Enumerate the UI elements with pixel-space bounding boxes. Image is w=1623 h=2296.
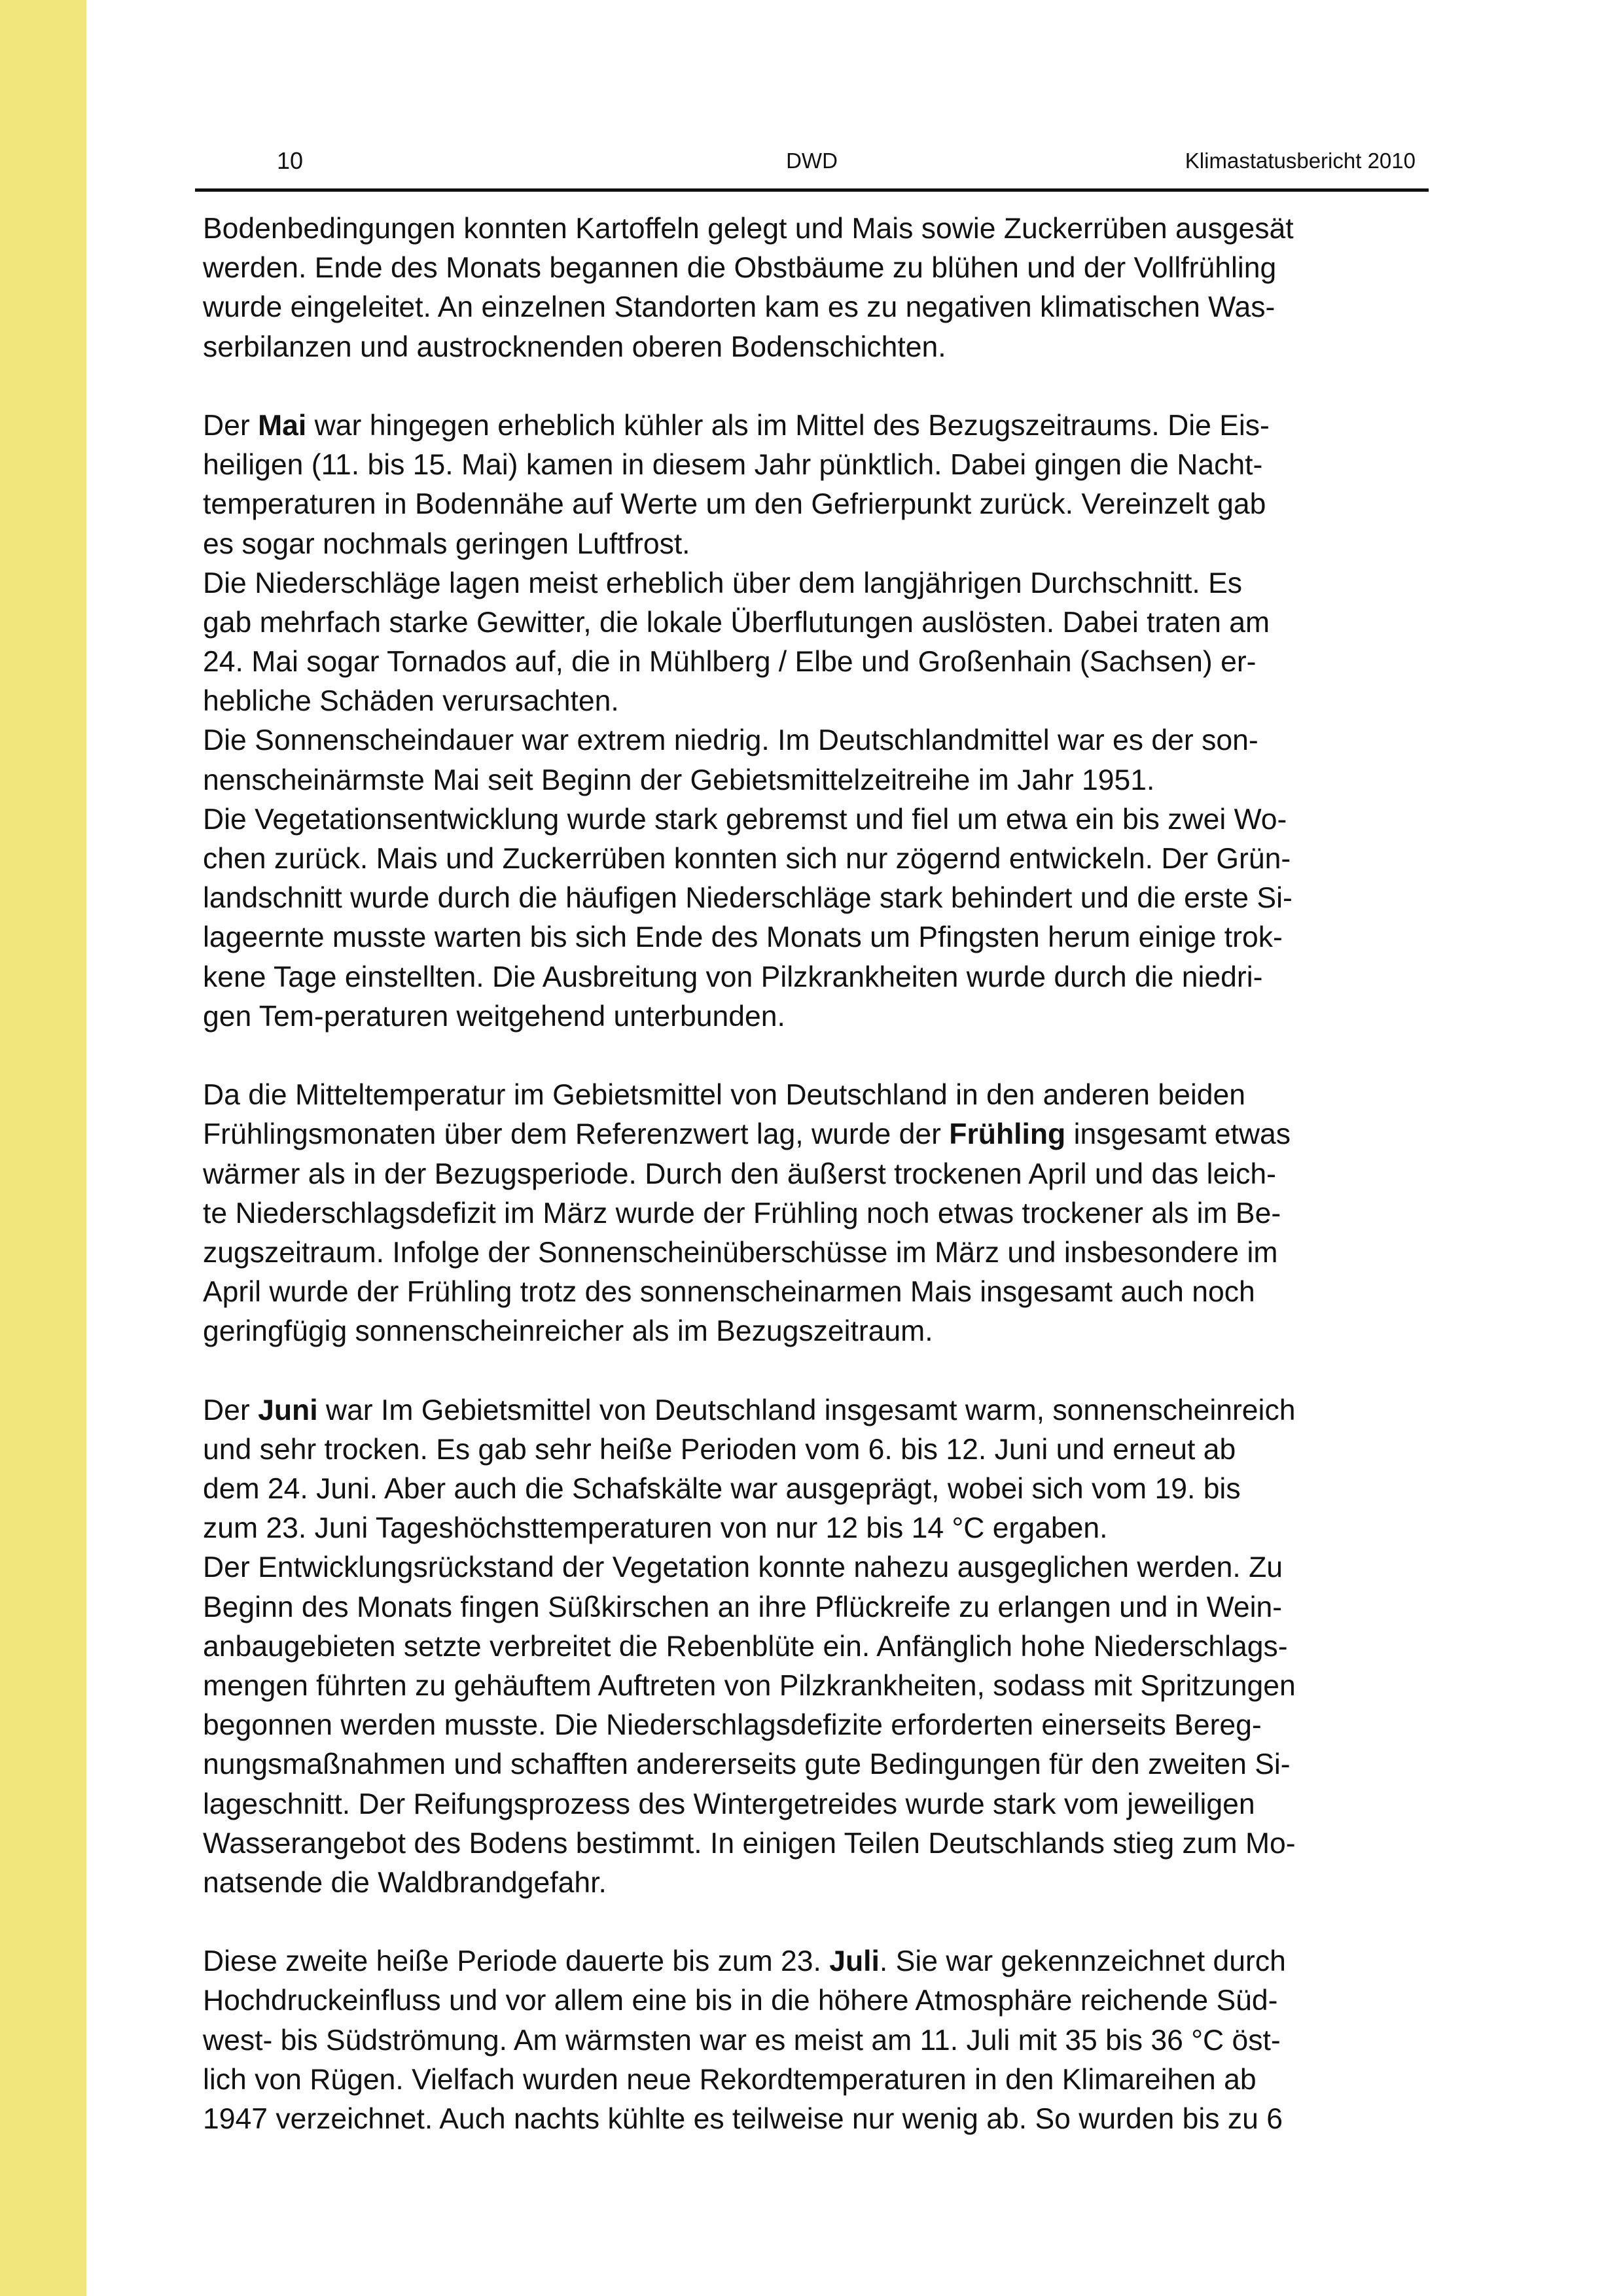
text-line: gen Tem-peraturen weitgehend unterbunden.	[203, 1000, 785, 1033]
text-line: geringfügig sonnenscheinreicher als im Bezugszeitraum.	[203, 1315, 933, 1348]
text-line: 24. Mai sogar Tornados auf, die in Mühlberg / Elbe und Großenhain (Sachsen) er-	[203, 646, 1257, 679]
text-line: Die Niederschläge lagen meist erheblich über dem langjährigen Durchschnitt. Es	[203, 567, 1243, 599]
text-line: gab mehrfach starke Gewitter, die lokale Überflutungen auslösten. Dabei traten am	[203, 606, 1270, 639]
paragraph-april-end	[203, 209, 1443, 367]
text-line: nungsmaßnahmen und schafften andererseits gute Bedingungen für den zweiten Si-	[203, 1748, 1291, 1781]
page-number: 10	[277, 147, 304, 174]
header-report-title: Klimastatusbericht 2010	[1185, 149, 1416, 173]
yellow-side-band	[0, 0, 86, 2296]
text-segment: . Sie war gekennzeichnet durch	[879, 1945, 1286, 1978]
text-line: temperaturen in Bodennähe auf Werte um den Gefrierpunkt zurück. Vereinzelt gab	[203, 488, 1266, 521]
text-line: Die Vegetationsentwicklung wurde stark gebremst und fiel um etwa ein bis zwei Wo-	[203, 803, 1287, 836]
text-line: April wurde der Frühling trotz des sonnenscheinarmen Mais insgesamt auch noch	[203, 1276, 1255, 1309]
bold-keyword-mai: Mai	[258, 409, 307, 442]
paragraph-juni	[203, 1391, 1443, 1903]
text-line: 1947 verzeichnet. Auch nachts kühlte es teilweise nur wenig ab. So wurden bis zu 6	[203, 2103, 1283, 2135]
text-line: west- bis Südströmung. Am wärmsten war es meist am 11. Juli mit 35 bis 36 °C öst-	[203, 2024, 1281, 2057]
text-line	[203, 1942, 1443, 1981]
text-line: hebliche Schäden verursachten.	[203, 685, 619, 718]
text-line: zum 23. Juni Tageshöchsttemperaturen von nur 12 bis 14 °C ergaben.	[203, 1512, 1108, 1545]
text-line	[203, 1115, 1443, 1154]
text-line: chen zurück. Mais und Zuckerrüben konnten sich nur zögernd entwickeln. Der Grün-	[203, 843, 1291, 875]
text-line: heiligen (11. bis 15. Mai) kamen in diesem Jahr pünktlich. Dabei gingen die Nacht-	[203, 449, 1263, 482]
page-header	[195, 143, 1429, 192]
text-line: Der Entwicklungsrückstand der Vegetation konnte nahezu ausgeglichen werden. Zu	[203, 1551, 1283, 1584]
text-line: begonnen werden musste. Die Niederschlagsdefizite erforderten einerseits Bereg-	[203, 1709, 1262, 1742]
text-line: Beginn des Monats fingen Süßkirschen an ihre Pflückreife zu erlangen und in Wein-	[203, 1591, 1283, 1623]
text-line: Die Sonnenscheindauer war extrem niedrig. Im Deutschlandmittel war es der son-	[203, 724, 1258, 757]
text-line	[203, 1391, 1443, 1430]
text-line: Hochdruckeinfluss und vor allem eine bis in die höhere Atmosphäre reichende Süd-	[203, 1985, 1278, 2017]
paragraph-fruehling	[203, 1076, 1443, 1351]
text-line: serbilanzen und austrocknenden oberen Bodenschichten.	[203, 330, 946, 363]
text-segment: Diese zweite heiße Periode dauerte bis zum 23.	[203, 1945, 830, 1978]
bold-keyword-juni: Juni	[258, 1394, 318, 1426]
paragraph-juli	[203, 1942, 1443, 2139]
text-line: wärmer als in der Bezugsperiode. Durch den äußerst trockenen April und das leich-	[203, 1157, 1276, 1190]
text-line: te Niederschlagsdefizit im März wurde der Frühling noch etwas trockener als im Be-	[203, 1197, 1281, 1229]
text-line: anbaugebieten setzte verbreitet die Rebenblüte ein. Anfänglich hohe Niederschlags-	[203, 1630, 1288, 1663]
text-segment: Der	[203, 409, 259, 442]
header-organization: DWD	[786, 149, 838, 173]
text-segment: war hingegen erheblich kühler als im Mittel des Bezugszeitraums. Die Eis-	[306, 409, 1270, 442]
text-line: landschnitt wurde durch die häufigen Niederschläge stark behindert und die erste Si-	[203, 882, 1293, 915]
bold-keyword-juli: Juli	[829, 1945, 880, 1978]
body-text	[203, 209, 1443, 2139]
text-line: dem 24. Juni. Aber auch die Schafskälte war ausgeprägt, wobei sich vom 19. bis	[203, 1473, 1241, 1505]
text-line: lich von Rügen. Vielfach wurden neue Rekordtemperaturen in den Klimareihen ab	[203, 2063, 1257, 2096]
text-line: mengen führten zu gehäuftem Auftreten von Pilzkrankheiten, sodass mit Spritzungen	[203, 1669, 1296, 1702]
text-line: natsende die Waldbrandgefahr.	[203, 1866, 607, 1899]
bold-keyword-fruehling: Frühling	[949, 1118, 1066, 1151]
text-line: lageschnitt. Der Reifungsprozess des Wintergetreides wurde stark vom jeweiligen	[203, 1788, 1255, 1820]
text-line: werden. Ende des Monats begannen die Obstbäume zu blühen und der Vollfrühling	[203, 252, 1277, 285]
text-segment: Frühlingsmonaten über dem Referenzwert lag, wurde der	[203, 1118, 950, 1151]
text-line: Da die Mitteltemperatur im Gebietsmittel von Deutschland in den anderen beiden	[203, 1079, 1245, 1112]
text-line: lageernte musste warten bis sich Ende des Monats um Pfingsten herum einige trok-	[203, 921, 1283, 954]
paragraph-mai	[203, 406, 1443, 1036]
text-line	[203, 406, 1443, 446]
text-line: und sehr trocken. Es gab sehr heiße Perioden vom 6. bis 12. Juni und erneut ab	[203, 1433, 1236, 1466]
text-line: zugszeitraum. Infolge der Sonnenscheinüberschüsse im März und insbesondere im	[203, 1236, 1278, 1269]
text-line: Bodenbedingungen konnten Kartoffeln gelegt und Mais sowie Zuckerrüben ausgesät	[203, 213, 1294, 245]
text-segment: Der	[203, 1394, 259, 1426]
text-line: kene Tage einstellten. Die Ausbreitung von Pilzkrankheiten wurde durch die niedri-	[203, 961, 1263, 993]
text-line: wurde eingeleitet. An einzelnen Standorten kam es zu negativen klimatischen Was-	[203, 291, 1275, 324]
text-segment: war Im Gebietsmittel von Deutschland insgesamt warm, sonnenscheinreich	[317, 1394, 1296, 1426]
text-segment: insgesamt etwas	[1065, 1118, 1291, 1151]
text-line: es sogar nochmals geringen Luftfrost.	[203, 527, 690, 560]
text-line: nenscheinärmste Mai seit Beginn der Gebietsmittelzeitreihe im Jahr 1951.	[203, 764, 1155, 796]
text-line: Wasserangebot des Bodens bestimmt. In einigen Teilen Deutschlands stieg zum Mo-	[203, 1827, 1296, 1860]
